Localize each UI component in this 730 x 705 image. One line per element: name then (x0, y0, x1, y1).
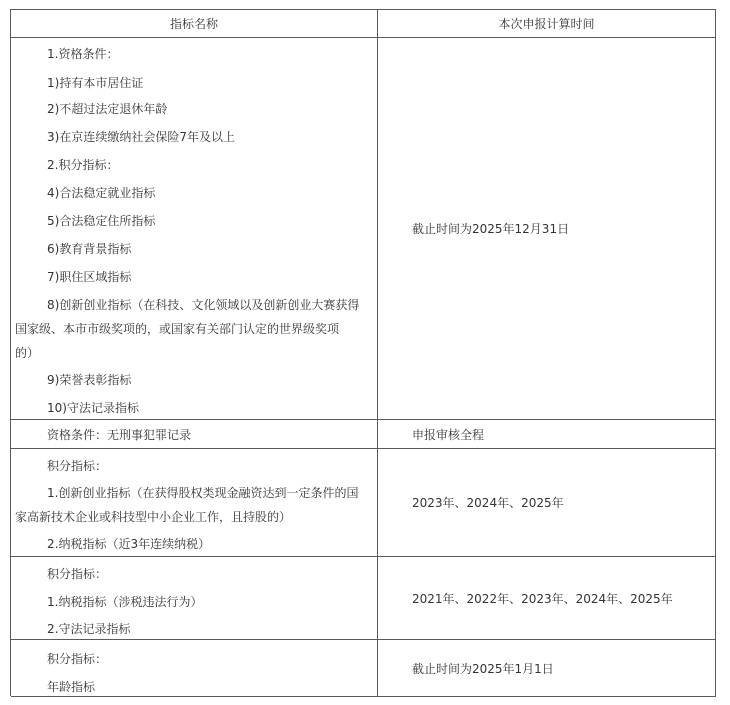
table-row-2-indicators (11, 420, 378, 449)
row-1-line-2: 1)持有本市居住证 (47, 76, 144, 90)
table-row-1-indicators (11, 38, 378, 420)
table-row-3-indicators (11, 449, 378, 557)
row-3-time: 2023年、2024年、2025年 (412, 496, 564, 510)
row-3-line-3: 家高新技术企业或科技型中小企业工作，且持股的） (15, 510, 292, 524)
indicator-table (10, 9, 716, 696)
row-1-line-12: 的） (15, 346, 40, 360)
row-4-line-2: 1.纳税指标（涉税违法行为） (47, 595, 203, 609)
row-1-line-1: 1.资格条件： (47, 47, 119, 61)
row-1-line-3: 2)不超过法定退休年龄 (47, 102, 168, 116)
table-row-4-indicators (11, 557, 378, 640)
table-row-5-time (378, 640, 716, 697)
row-2-time: 申报审核全程 (412, 427, 485, 442)
table-row-5-indicators (11, 640, 378, 697)
row-4-line-3: 2.守法记录指标 (47, 622, 131, 636)
table-row-2-time (378, 420, 716, 449)
row-4-line-1: 积分指标： (47, 567, 108, 581)
row-4-time: 2021年、2022年、2023年、2024年、2025年 (412, 591, 673, 606)
row-1-line-9: 7)职住区域指标 (47, 270, 132, 284)
row-3-line-4: 2.纳税指标（近3年连续纳税） (47, 537, 211, 551)
row-2-line-1: 资格条件：无刑事犯罪记录 (47, 428, 192, 442)
row-1-line-6: 4)合法稳定就业指标 (47, 186, 156, 200)
row-1-line-8: 6)教育背景指标 (47, 242, 132, 256)
table-row-4-time (378, 557, 716, 640)
row-5-line-2: 年龄指标 (47, 680, 96, 694)
header-indicator-name (11, 10, 378, 38)
table-row-3-time (378, 449, 716, 557)
row-1-line-14: 10)守法记录指标 (47, 401, 139, 415)
row-1-line-5: 2.积分指标： (47, 158, 119, 172)
row-1-time: 截止时间为2025年12月31日 (412, 222, 570, 236)
row-1-line-13: 9)荣誉表彰指标 (47, 373, 132, 387)
header-indicator-name-label: 指标名称 (169, 17, 218, 31)
row-1-line-11: 国家级、本市市级奖项的，或国家有关部门认定的世界级奖项 (15, 322, 340, 336)
row-3-line-2: 1.创新创业指标（在获得股权类现金融资达到一定条件的国 (47, 486, 359, 500)
row-5-time: 截止时间为2025年1月1日 (412, 661, 554, 676)
row-3-line-1: 积分指标： (47, 459, 108, 473)
header-calc-time-label: 本次申报计算时间 (498, 17, 595, 31)
row-1-line-4: 3)在京连续缴纳社会保险7年及以上 (47, 130, 235, 144)
row-5-line-1: 积分指标： (47, 652, 108, 666)
row-1-line-10: 8)创新创业指标（在科技、文化领域以及创新创业大赛获得 (47, 298, 360, 312)
row-1-line-7: 5)合法稳定住所指标 (47, 214, 156, 228)
header-calc-time (378, 10, 716, 38)
table-row-1-time (378, 38, 716, 420)
